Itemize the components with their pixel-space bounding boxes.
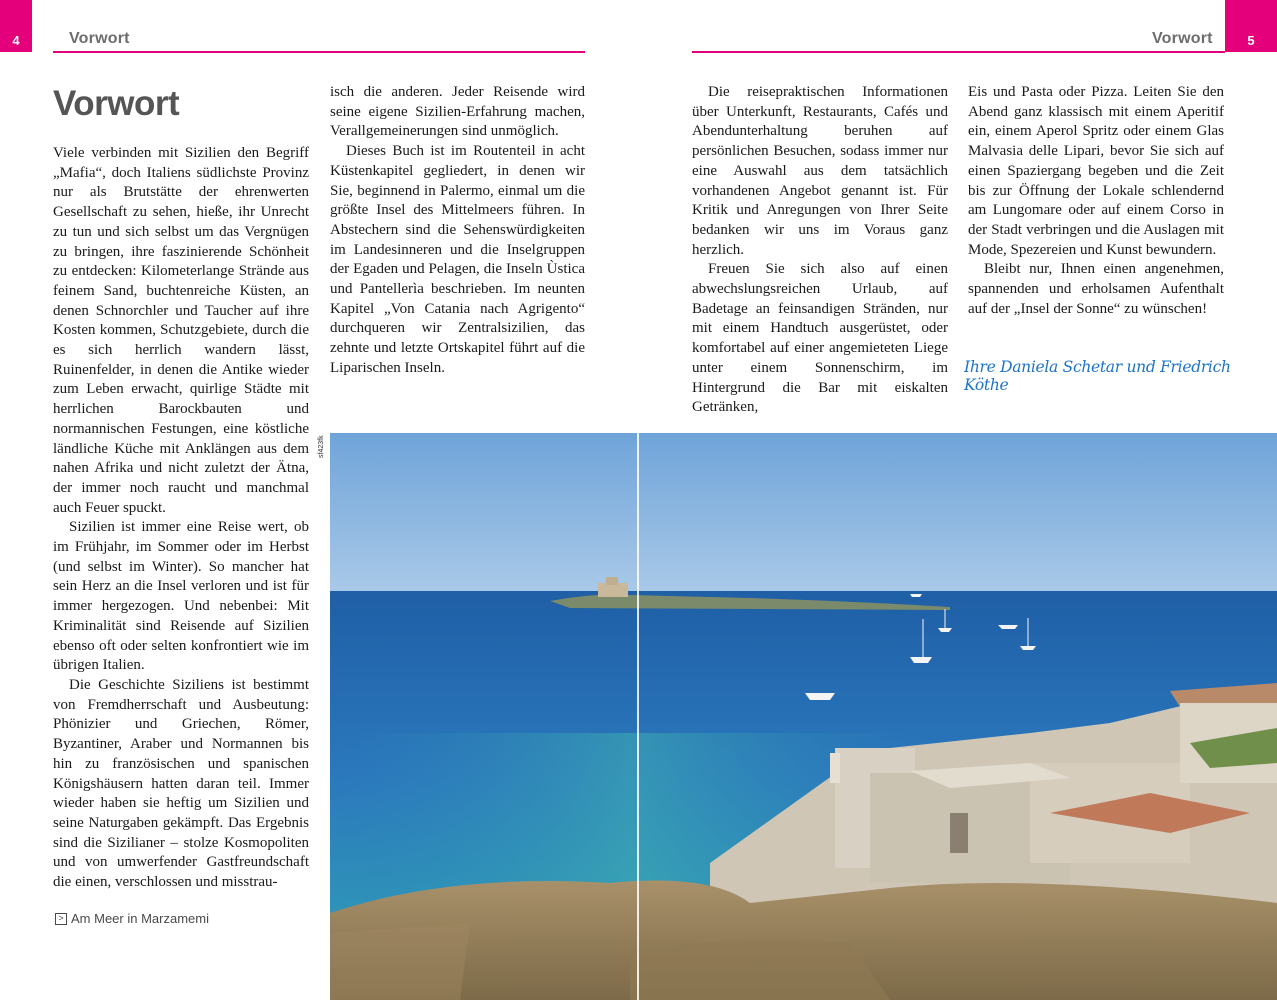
photo-credit: sf423fk [318, 435, 325, 458]
header-rule-right [692, 51, 1225, 53]
text-column-1 [53, 144, 309, 893]
paragraph: Die Geschichte Siziliens ist bestimmt von Fremdherrschaft und Ausbeutung: Phönizier und Griechen, Römer, Byzantiner, Araber und Normannen bis hin zu französischen und spanischen Königshäusern hatten daran teil. Immer wieder haben sie heftig um Sizilien und seine Naturgaben gekämpft. Das Ergebnis sind die Sizilianer – stolze Kosmopoliten und von umwerfender Gastfreundschaft die einen, verschlossen und misstrau- [53, 676, 309, 891]
paragraph: Viele verbinden mit Sizilien den Begriff „Mafia“, doch Italiens südlichste Provinz nur als Brutstätte der ehrenwerten Gesellschaft zu sehen, hieße, ihr Unrecht zu tun und sich selbst um das Vergnügen zu bringen, ihre faszinierende Schönheit zu entdecken: Kilometerlange Strände aus feinem Sand, buchtenreiche Küsten, an denen Schnorchler und Taucher auf ihre Kosten kommen, Schutzgebiete, durch die es sich herrlich wandern lässt, Ruinenfelder, in denen die Antike wieder zum Leben erwacht, quirlige Städte mit herrlichen Barockbauten und normannischen Festungen, eine köstliche ländliche Küche mit Anklängen aus dem nahen Afrika und nicht zuletzt der Ätna, der immer noch raucht und manchmal auch Feuer spuckt. [53, 145, 309, 516]
paragraph: Freuen Sie sich also auf einen abwechslungsreichen Urlaub, auf Badetage an feinsandigen Stränden, nur mit einem Handtuch ausgerüstet, oder komfortabel auf einer angemieteten Liege unter einem Sonnenschirm, im Hintergrund die Bar mit eiskalten Getränken, [692, 261, 948, 416]
chevron-right-icon: > [55, 913, 67, 925]
text-column-3 [692, 83, 948, 418]
header-rule-left [53, 51, 585, 53]
paragraph: Eis und Pasta oder Pizza. Leiten Sie den Abend ganz klassisch mit einem Aperitif ein, einem Aperol Spritz oder einem Glas Malvasia delle Lipari, bevor Sie sich auf einen Spaziergang begeben und die Zeit bis zur Öffnung der Lokale schlendernd am Lungomare oder auf einem Corso in der Stadt verbringen und die Auslagen mit Mode, Spezereien und Kunst bewundern. [968, 84, 1224, 258]
chapter-title: Vorwort [53, 84, 180, 123]
page-number-left: 4 [0, 0, 32, 52]
paragraph: isch die anderen. Jeder Reisende wird seine eigene Sizilien-Erfahrung machen, Verallgemeinerungen sind unmöglich. [330, 84, 585, 140]
running-head-left: Vorwort [69, 30, 130, 47]
text-column-2 [330, 83, 585, 379]
page-number-right: 5 [1225, 0, 1277, 52]
coastal-photo [330, 433, 1277, 1000]
caption-text: Am Meer in Marzamemi [71, 911, 209, 926]
text-column-4 [968, 83, 1224, 319]
paragraph: Dieses Buch ist im Routenteil in acht Küstenkapitel gegliedert, in denen wir Sie, beginnend in Palermo, einmal um die größte Insel des Mittelmeers führen. In Abstechern sind die Sehenswürdigkeiten im Landesinneren und die Inselgruppen der Egaden und Pelagen, die Inseln Ùstica und Pantellerìa beschrieben. Im neunten Kapitel „Von Catania nach Agrigento“ durchqueren wir Zentralsizilien, das zehnte und letzte Ortskapitel führt auf die Liparischen Inseln. [330, 143, 585, 376]
running-head-right: Vorwort [1152, 30, 1213, 47]
author-signature: Ihre Daniela Schetar und Friedrich Köthe [964, 358, 1231, 394]
paragraph: Sizilien ist immer eine Reise wert, ob im Frühjahr, im Sommer oder im Herbst (und selbst im Winter). So mancher hat sein Herz an die Insel verloren und ist für immer hergezogen. Und nebenbei: Mit Kriminalität sind Reisende auf Sizilien ebenso oft oder selten konfrontiert wie im übrigen Italien. [53, 519, 309, 674]
photo-caption [55, 911, 209, 926]
paragraph: Bleibt nur, Ihnen einen angenehmen, spannenden und erholsamen Aufenthalt auf der „Insel der Sonne“ zu wünschen! [968, 261, 1224, 317]
paragraph: Die reisepraktischen Informationen über Unterkunft, Restaurants, Cafés und Abendunterhaltung beruhen auf persönlichen Besuchen, sodass immer nur eine Auswahl aus dem tatsächlich vorhandenen Angebot genannt ist. Für Kritik und Anregungen von Ihrer Seite bedanken wir uns im Voraus ganz herzlich. [692, 84, 948, 258]
page-gutter [637, 433, 639, 1000]
